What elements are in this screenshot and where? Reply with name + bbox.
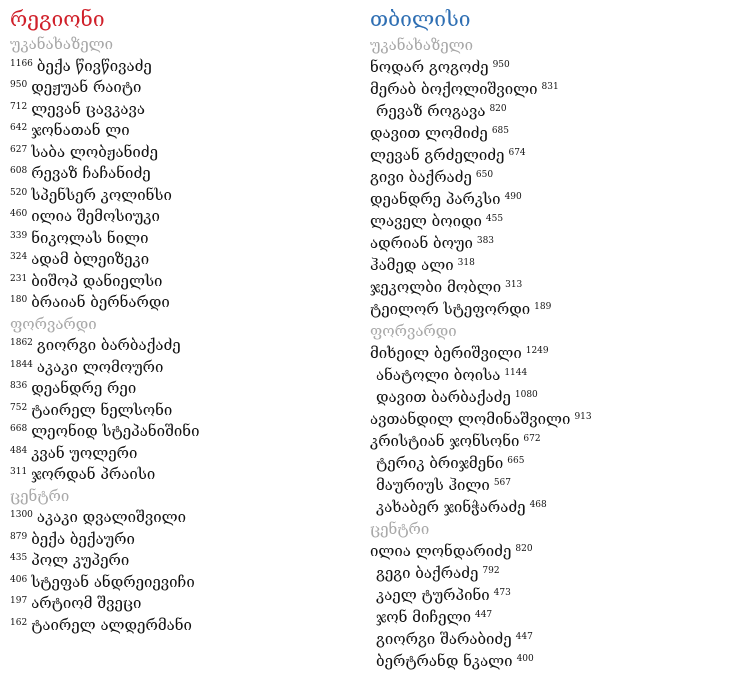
player-name: დეჟუან რაიტი: [31, 78, 142, 96]
player-number: 836: [10, 381, 28, 391]
player-row: [370, 452, 720, 474]
player-number: 820: [489, 104, 507, 114]
player-row: [10, 507, 350, 529]
player-row: [370, 628, 720, 650]
tbilisi-column: [370, 4, 720, 672]
player-row: [10, 56, 350, 78]
player-number: 608: [10, 166, 28, 176]
player-name: ტერიკ ბრიჯმენი: [376, 454, 504, 472]
player-number: 752: [10, 402, 28, 413]
player-number: 831: [541, 82, 559, 92]
player-row: [370, 254, 720, 276]
player-row: [10, 228, 350, 250]
player-number: 231: [10, 273, 28, 284]
player-number: 383: [476, 236, 495, 246]
player-number: 1844: [10, 359, 33, 370]
player-name: მაურიუს ჰილი: [376, 476, 490, 494]
player-name: ლევან გრძელიძე: [370, 146, 505, 164]
player-row: [370, 276, 720, 298]
player-number: 520: [10, 187, 28, 198]
player-row: [10, 357, 350, 379]
player-number: 473: [493, 588, 511, 598]
player-number: 1249: [525, 346, 549, 356]
player-name: აკაკი დვალიშვილი: [36, 508, 187, 526]
player-name: ბექა ბექაური: [31, 529, 135, 548]
player-name: საბა ლობჟანიძე: [31, 142, 159, 161]
player-row: [370, 298, 720, 320]
player-name: კახაბერ ჯინჭარაძე: [376, 498, 526, 516]
player-row: [370, 166, 720, 188]
player-row: [10, 615, 350, 637]
player-number: 879: [10, 531, 28, 542]
player-name: ბერტრანდ ნკალი: [376, 652, 513, 670]
player-number: 672: [523, 434, 541, 444]
player-name: კვან უოლერი: [31, 443, 138, 462]
player-row: [10, 550, 350, 572]
player-row: [370, 474, 720, 496]
player-row: [370, 650, 720, 672]
player-number: 1144: [504, 368, 528, 378]
player-row: [10, 378, 350, 400]
player-row: [10, 142, 350, 164]
player-name: ლეონიდ სტეპანიშინი: [31, 422, 200, 440]
player-row: [370, 584, 720, 606]
player-row: [370, 144, 720, 166]
player-number: 484: [10, 445, 28, 456]
player-name: ჯონ მიჩელი: [376, 608, 471, 626]
player-row: [370, 562, 720, 584]
player-name: ადრიან ბოუი: [370, 234, 473, 252]
section-header: უკანახაზელი: [10, 35, 114, 53]
player-number: 1300: [10, 510, 33, 520]
section-header: ფორვარდი: [10, 314, 97, 333]
player-name: კაელ ტურპინი: [376, 586, 490, 604]
player-name: ჯეკოლბი მობლი: [370, 278, 502, 296]
player-name: ბიშოპ დანიელსი: [31, 271, 163, 290]
player-row: [10, 99, 350, 121]
regioni-roster: [10, 34, 350, 636]
player-number: 189: [534, 302, 552, 312]
player-name: მიხეილ ბერიშვილი: [370, 344, 522, 362]
player-row: [10, 163, 350, 185]
player-row: [10, 400, 350, 422]
player-name: ლევან ცავკავა: [31, 99, 145, 118]
player-number: 339: [10, 230, 28, 241]
player-row: [10, 464, 350, 486]
player-row: [370, 496, 720, 518]
player-row: [10, 572, 350, 594]
player-number: 913: [574, 412, 592, 422]
player-row: [10, 421, 350, 443]
player-name: ლაველ ბოიდი: [370, 212, 482, 230]
player-row: [370, 364, 720, 386]
player-number: 674: [508, 148, 526, 158]
player-number: 455: [485, 214, 504, 224]
player-name: ჯორდან პრაისი: [31, 465, 156, 483]
player-row: [370, 540, 720, 562]
player-number: 650: [475, 170, 494, 180]
player-number: 950: [492, 60, 510, 70]
player-number: 313: [505, 280, 523, 290]
player-name: ავთანდილ ლომინაშვილი: [370, 410, 571, 428]
player-name: დეანდრე რეი: [31, 379, 137, 397]
player-name: გიორგი ბარბაქაძე: [36, 336, 181, 354]
player-name: კრისტიან ჯონსონი: [370, 432, 520, 450]
player-row: [370, 78, 720, 100]
player-name: სტეფან ანდრეიევიჩი: [31, 572, 195, 591]
player-name: ჯონათან ლი: [31, 121, 130, 139]
regioni-column: [10, 4, 350, 636]
player-row: [370, 232, 720, 254]
team-title-regioni: რეგიონი: [10, 7, 105, 31]
player-name: ბრაიან ბერნარდი: [31, 293, 170, 311]
player-row: [370, 100, 720, 122]
player-name: ტაირელ ალდერმანი: [31, 615, 192, 634]
player-name: სპენსერ კოლინსი: [31, 185, 172, 204]
player-number: 1862: [10, 338, 33, 348]
player-row: [10, 120, 350, 142]
player-name: გივი ბაქრაძე: [370, 168, 472, 186]
team-title-tbilisi: თბილისი: [370, 7, 471, 31]
player-name: რევაზ როგავა: [376, 102, 486, 120]
player-number: 311: [10, 467, 28, 477]
player-number: 642: [10, 123, 28, 133]
player-row: [10, 292, 350, 314]
player-number: 324: [10, 252, 28, 262]
player-name: ტაირელ ნელსონი: [31, 400, 173, 419]
player-name: პოლ კუპერი: [31, 551, 130, 569]
player-name: ნიკოლას ნილი: [31, 228, 149, 247]
player-row: [10, 206, 350, 228]
player-row: [10, 185, 350, 207]
player-row: [370, 342, 720, 364]
player-name: ტეილორ სტეფორდი: [370, 300, 531, 318]
player-number: 162: [10, 617, 28, 628]
section-header: ცენტრი: [370, 520, 430, 538]
player-row: [10, 77, 350, 99]
player-row: [10, 443, 350, 465]
player-name: ბექა წივწივაძე: [36, 56, 152, 75]
player-name: გიორგი შარაბიძე: [376, 630, 512, 648]
player-number: 468: [529, 500, 547, 510]
section-header: ცენტრი: [10, 486, 70, 505]
player-row: [10, 249, 350, 271]
player-number: 490: [504, 192, 522, 202]
player-name: ანატოლი ბოისა: [376, 366, 501, 384]
player-row: [370, 606, 720, 628]
player-number: 318: [457, 258, 475, 268]
player-number: 1166: [10, 58, 33, 69]
player-name: აკაკი ლომოური: [36, 357, 164, 376]
player-row: [370, 122, 720, 144]
player-name: ილია შემოსიუკი: [31, 207, 160, 225]
player-number: 447: [515, 632, 533, 642]
player-number: 712: [10, 101, 28, 112]
player-number: 197: [10, 596, 28, 606]
player-number: 685: [491, 126, 510, 136]
player-number: 447: [474, 610, 493, 620]
player-number: 627: [10, 144, 28, 155]
player-row: [10, 271, 350, 293]
player-number: 665: [507, 456, 525, 466]
player-row: [10, 529, 350, 551]
player-row: [370, 56, 720, 78]
player-row: [370, 408, 720, 430]
player-name: მერაბ ბოქოლიშვილი: [370, 80, 538, 98]
player-row: [10, 593, 350, 615]
player-name: დეანდრე პარკსი: [370, 190, 501, 208]
player-name: ილია ლონდარიძე: [370, 542, 512, 560]
player-name: ნოდარ გოგოძე: [370, 58, 489, 76]
player-row: [10, 335, 350, 357]
player-number: 820: [515, 544, 533, 554]
player-name: არტიომ შვეცი: [31, 594, 142, 612]
player-number: 567: [493, 478, 511, 488]
player-name: დავით ლომიძე: [370, 124, 488, 142]
player-row: [370, 210, 720, 232]
player-name: დავით ბარბაქაძე: [376, 388, 511, 406]
player-number: 435: [10, 553, 28, 563]
player-name: გეგი ბაქრაძე: [376, 564, 479, 582]
player-number: 460: [10, 209, 28, 219]
player-row: [370, 386, 720, 408]
player-number: 1080: [514, 390, 538, 400]
player-name: რევაზ ჩაჩანიძე: [31, 164, 151, 182]
player-number: 792: [482, 566, 500, 576]
player-number: 950: [10, 80, 28, 90]
player-number: 400: [516, 654, 534, 664]
tbilisi-roster: [370, 34, 720, 672]
player-number: 668: [10, 424, 28, 434]
section-header: ფორვარდი: [370, 322, 457, 340]
player-row: [370, 188, 720, 210]
player-name: ჰამედ ალი: [370, 256, 454, 274]
player-number: 180: [10, 295, 28, 305]
player-row: [370, 430, 720, 452]
player-number: 406: [10, 574, 28, 585]
section-header: უკანახაზელი: [370, 36, 474, 54]
player-name: ადამ ბლეიზეკი: [31, 250, 150, 268]
